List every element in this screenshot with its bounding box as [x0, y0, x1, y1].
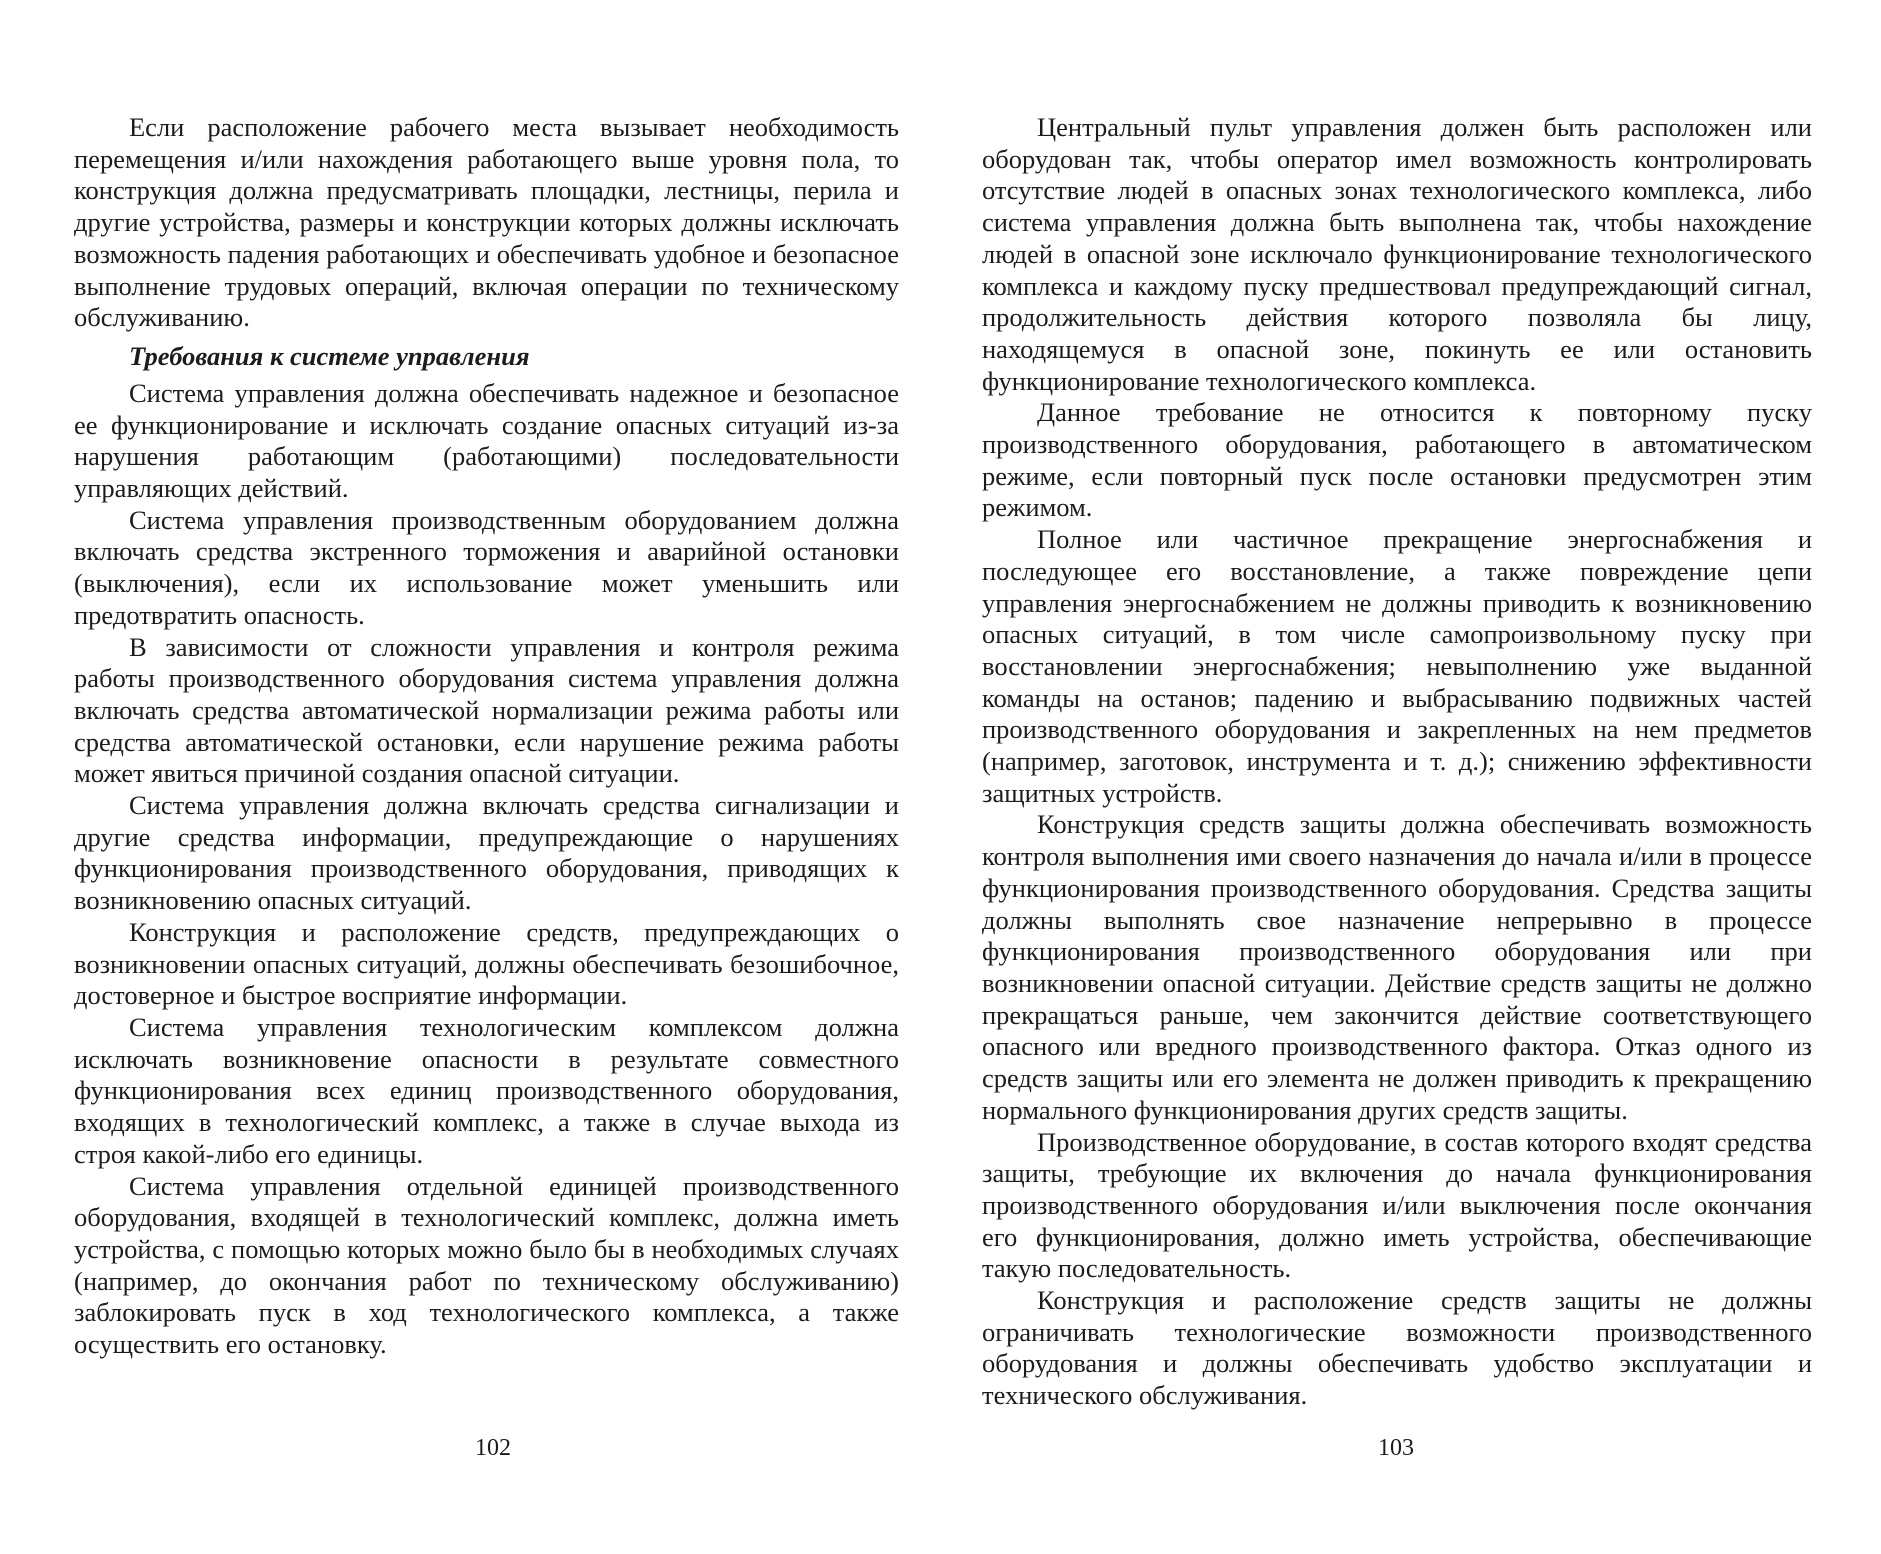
paragraph: Конструкция средств защиты должна обеспечивать возможность контроля выполнения ими своего назначения до начала и/или в процессе функционирования производственного оборудования. Средства защиты должны выполнять свое назначение непрерывно в процессе функционирования производственного оборудования или при возникновении опасной ситуации. Действие средств защиты не должно прекращаться раньше, чем закончится действие соответствующего опасного или вредного производственного фактора. Отказ одного из средств защиты или его элемента не должен приводить к прекращению нормального функционирования других средств защиты.	[982, 809, 1812, 1125]
paragraph: Центральный пульт управления должен быть расположен или оборудован так, чтобы оператор имел возможность контролировать отсутствие людей в опасных зонах технологического комплекса, либо система управления должна быть выполнена так, чтобы нахождение людей в опасной зоне исключало функционирование технологического комплекса и каждому пуску предшествовал предупреждающий сигнал, продолжительность действия которого позволяла бы лицу, находящемуся в опасной зоне, покинуть ее или остановить функционирование технологического комплекса.	[982, 112, 1812, 396]
page-number-left: 102	[475, 1435, 511, 1461]
book-gutter	[940, 0, 941, 1554]
paragraph: Система управления отдельной единицей производственного оборудования, входящей в технологический комплекс, должна иметь устройства, с помощью которых можно было бы в необходимых случаях (например, до окончания работ по техническому обслуживанию) заблокировать пуск в ход технологического комплекса, а также осуществить его остановку.	[74, 1170, 899, 1360]
page-number-right: 103	[1378, 1435, 1414, 1461]
paragraph: Система управления должна обеспечивать надежное и безопасное ее функционирование и исключать создание опасных ситуаций из-за нарушения работающим (работающими) последовательности управляющих действий.	[74, 377, 899, 504]
paragraph: Конструкция и расположение средств защиты не должны ограничивать технологические возможности производственного оборудования и должны обеспечивать удобство эксплуатации и технического обслуживания.	[982, 1285, 1812, 1411]
section-heading: Требования к системе управления	[129, 340, 530, 371]
left-page	[74, 112, 899, 1361]
paragraph: Полное или частичное прекращение энергоснабжения и последующее его восстановление, а также повреждение цепи управления энергоснабжением не должны приводить к возникновению опасных ситуаций, в том числе самопроизвольному пуску при восстановлении энергоснабжения; невыполнению уже выданной команды на останов; падению и выбрасыванию подвижных частей производственного оборудования и закрепленных на нем предметов (например, заготовок, инструмента и т. д.); снижению эффективности защитных устройств.	[982, 524, 1812, 808]
paragraph: Система управления технологическим комплексом должна исключать возникновение опасности в результате совместного функционирования всех единиц производственного оборудования, входящих в технологический комплекс, а также в случае выхода из строя какой-либо его единицы.	[74, 1011, 899, 1169]
paragraph: Если расположение рабочего места вызывает необходимость перемещения и/или нахождения работающего выше уровня пола, то конструкция должна предусматривать площадки, лестницы, перила и другие устройства, размеры и конструкции которых должны исключать возможность падения работающих и обеспечивать удобное и безопасное выполнение трудовых операций, включая операции по техническому обслуживанию.	[74, 112, 899, 333]
paragraph: Конструкция и расположение средств, предупреждающих о возникновении опасных ситуаций, должны обеспечивать безошибочное, достоверное и быстрое восприятие информации.	[74, 916, 899, 1011]
paragraph: Система управления должна включать средства сигнализации и другие средства информации, предупреждающие о нарушениях функционирования производственного оборудования, приводящих к возникновению опасных ситуаций.	[74, 790, 899, 916]
paragraph: Производственное оборудование, в состав которого входят средства защиты, требующие их включения до начала функционирования производственного оборудования и/или выключения после окончания его функционирования, должно иметь устройства, обеспечивающие такую последовательность.	[982, 1126, 1812, 1284]
paragraph: Данное требование не относится к повторному пуску производственного оборудования, работающего в автоматическом режиме, если повторный пуск после остановки предусмотрен этим режимом.	[982, 397, 1812, 523]
paragraph: Система управления производственным оборудованием должна включать средства экстренного торможения и аварийной остановки (выключения), если их использование может уменьшить или предотвратить опасность.	[74, 504, 899, 630]
right-page	[982, 112, 1812, 1412]
paragraph: В зависимости от сложности управления и контроля режима работы производственного оборудования система управления должна включать средства автоматической нормализации режима работы или средства автоматической остановки, если нарушение режима работы может явиться причиной создания опасной ситуации.	[74, 631, 899, 789]
